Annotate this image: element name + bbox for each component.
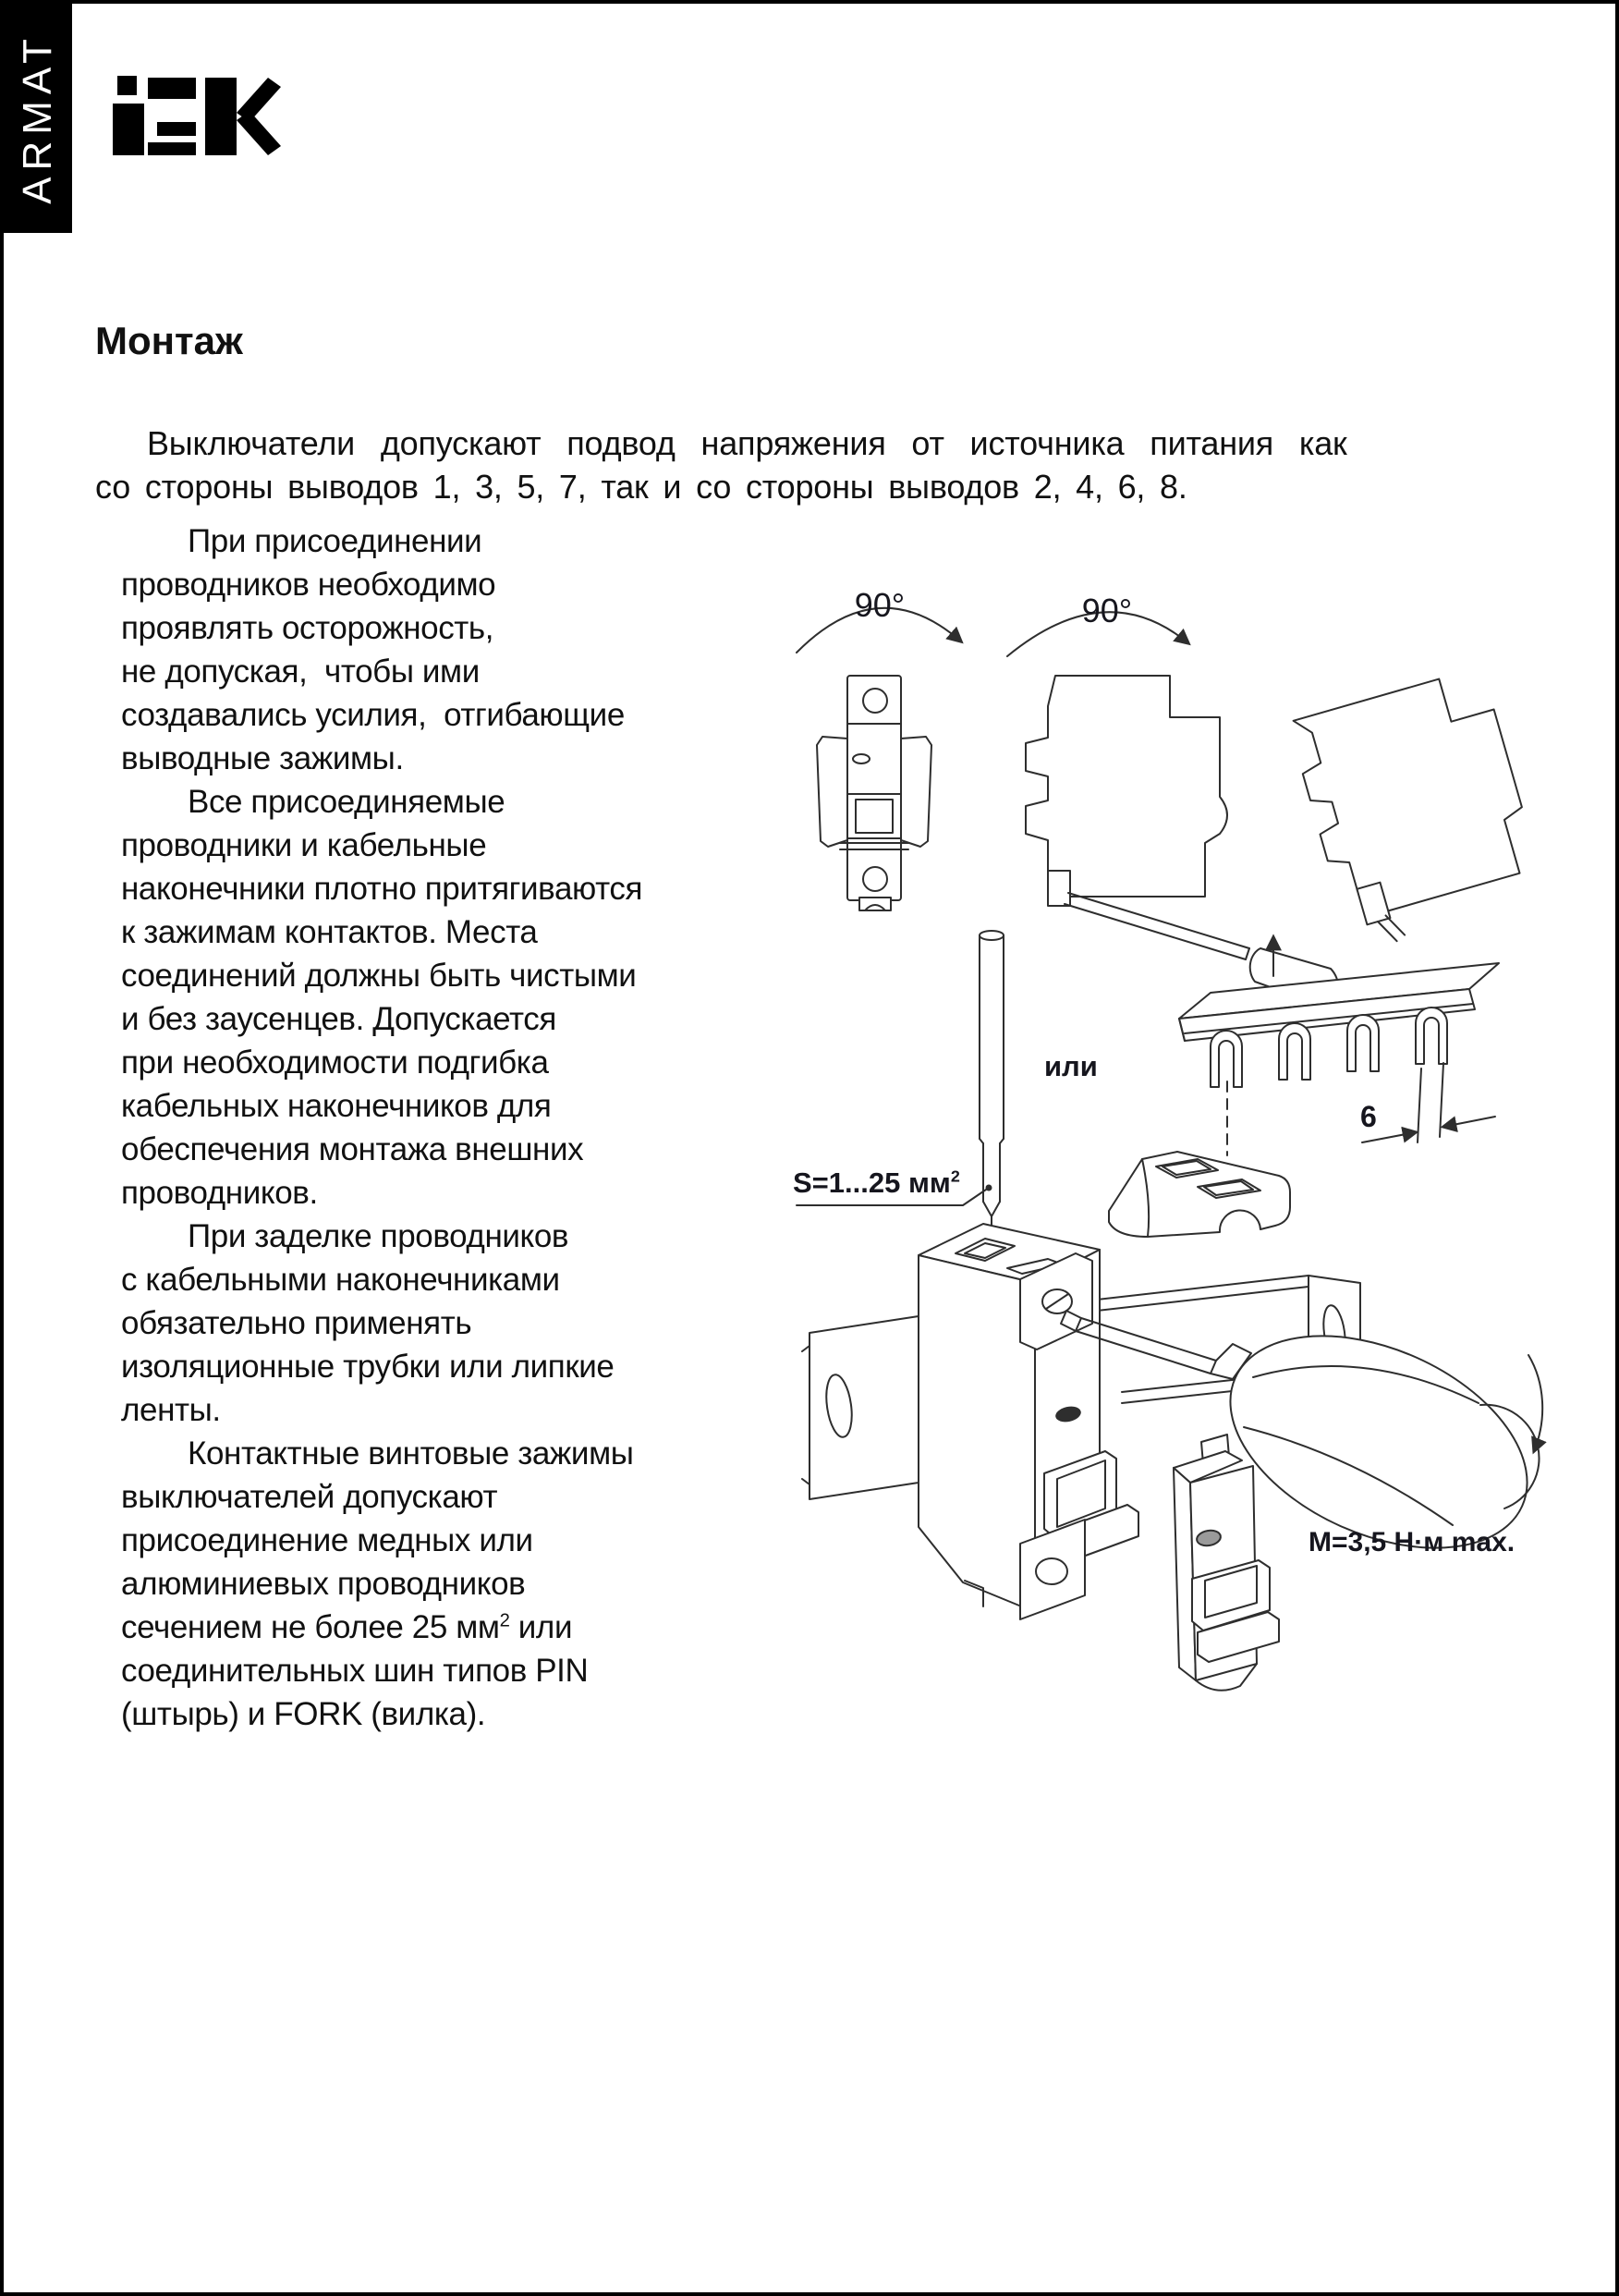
body-line: присоединение медных или <box>121 1522 533 1558</box>
body-line: выводные зажимы. <box>121 740 404 776</box>
page-title: Монтаж <box>95 319 243 362</box>
fig-pin-busbar <box>1179 963 1499 1087</box>
fig-terminal-lug <box>1109 1152 1290 1237</box>
body-line: Выключатели допускают подвод напряжения от источника питания как <box>147 424 1347 462</box>
or-label: или <box>1044 1050 1098 1082</box>
iek-logo <box>111 74 281 159</box>
fig-remove-step3 <box>1288 666 1548 953</box>
body-line: Контактные винтовые зажимы <box>188 1435 634 1472</box>
body-line: алюминиевых проводников <box>121 1566 526 1602</box>
fig-remove-step1 <box>797 608 961 910</box>
body-column <box>121 519 676 1736</box>
body-line: обязательно применять <box>121 1305 472 1341</box>
body-line: кабельных наконечников для <box>121 1088 552 1124</box>
body-line: создавались усилия, отгибающие <box>121 697 625 733</box>
body-line: со стороны выводов 1, 3, 5, 7, так и со стороны выводов 2, 4, 6, 8. <box>95 468 1187 506</box>
armat-series-tab <box>4 4 72 233</box>
torque-label: M=3,5 Н·м max. <box>1309 1527 1516 1557</box>
squared-sup: 2 <box>499 1610 510 1631</box>
body-line: проявлять осторожность, <box>121 610 494 646</box>
angle-label-1: 90° <box>854 586 906 624</box>
body-line: соединений должны быть чистыми <box>121 958 637 994</box>
body-line: наконечники плотно притягиваются <box>121 871 643 907</box>
body-line: ленты. <box>121 1392 221 1428</box>
body-line: и без заусенцев. Допускается <box>121 1001 556 1037</box>
angle-label-2: 90° <box>1081 592 1133 629</box>
body-line: проводников необходимо <box>121 567 496 603</box>
armat-series-label: ARMAT <box>15 32 61 204</box>
body-line: сечением не более 25 $мм^2$ или <box>121 1609 573 1645</box>
body-line: не допуская, чтобы ими <box>121 653 480 690</box>
body-line: При заделке проводников <box>188 1218 569 1254</box>
body-line: соединительных шин типов PIN <box>121 1653 589 1689</box>
pitch-dimension-label: 6 <box>1360 1100 1377 1133</box>
squared-sup: 2 <box>950 1166 960 1186</box>
wire-section-label: S=1...25 $мм^2$ <box>793 1166 960 1199</box>
body-line: к зажимам контактов. Места <box>121 914 538 950</box>
body-line: проводники и кабельные <box>121 827 487 863</box>
body-line: проводников. <box>121 1175 318 1211</box>
body-line: обеспечения монтажа внешних <box>121 1131 584 1167</box>
body-line: с кабельными наконечниками <box>121 1262 560 1298</box>
body-line: При присоединении <box>188 523 482 559</box>
body-line: (штырь) и FORK (вилка). <box>121 1696 486 1732</box>
body-line: Все присоединяемые <box>188 784 505 820</box>
intro-paragraph <box>95 421 1537 508</box>
fig-breaker-mounted <box>919 1224 1138 1619</box>
body-line: выключателей допускают <box>121 1479 498 1515</box>
body-line: при необходимости подгибка <box>121 1044 549 1081</box>
fig-dimension-pitch <box>1362 1063 1495 1142</box>
body-line: изоляционные трубки или липкие <box>121 1349 615 1385</box>
